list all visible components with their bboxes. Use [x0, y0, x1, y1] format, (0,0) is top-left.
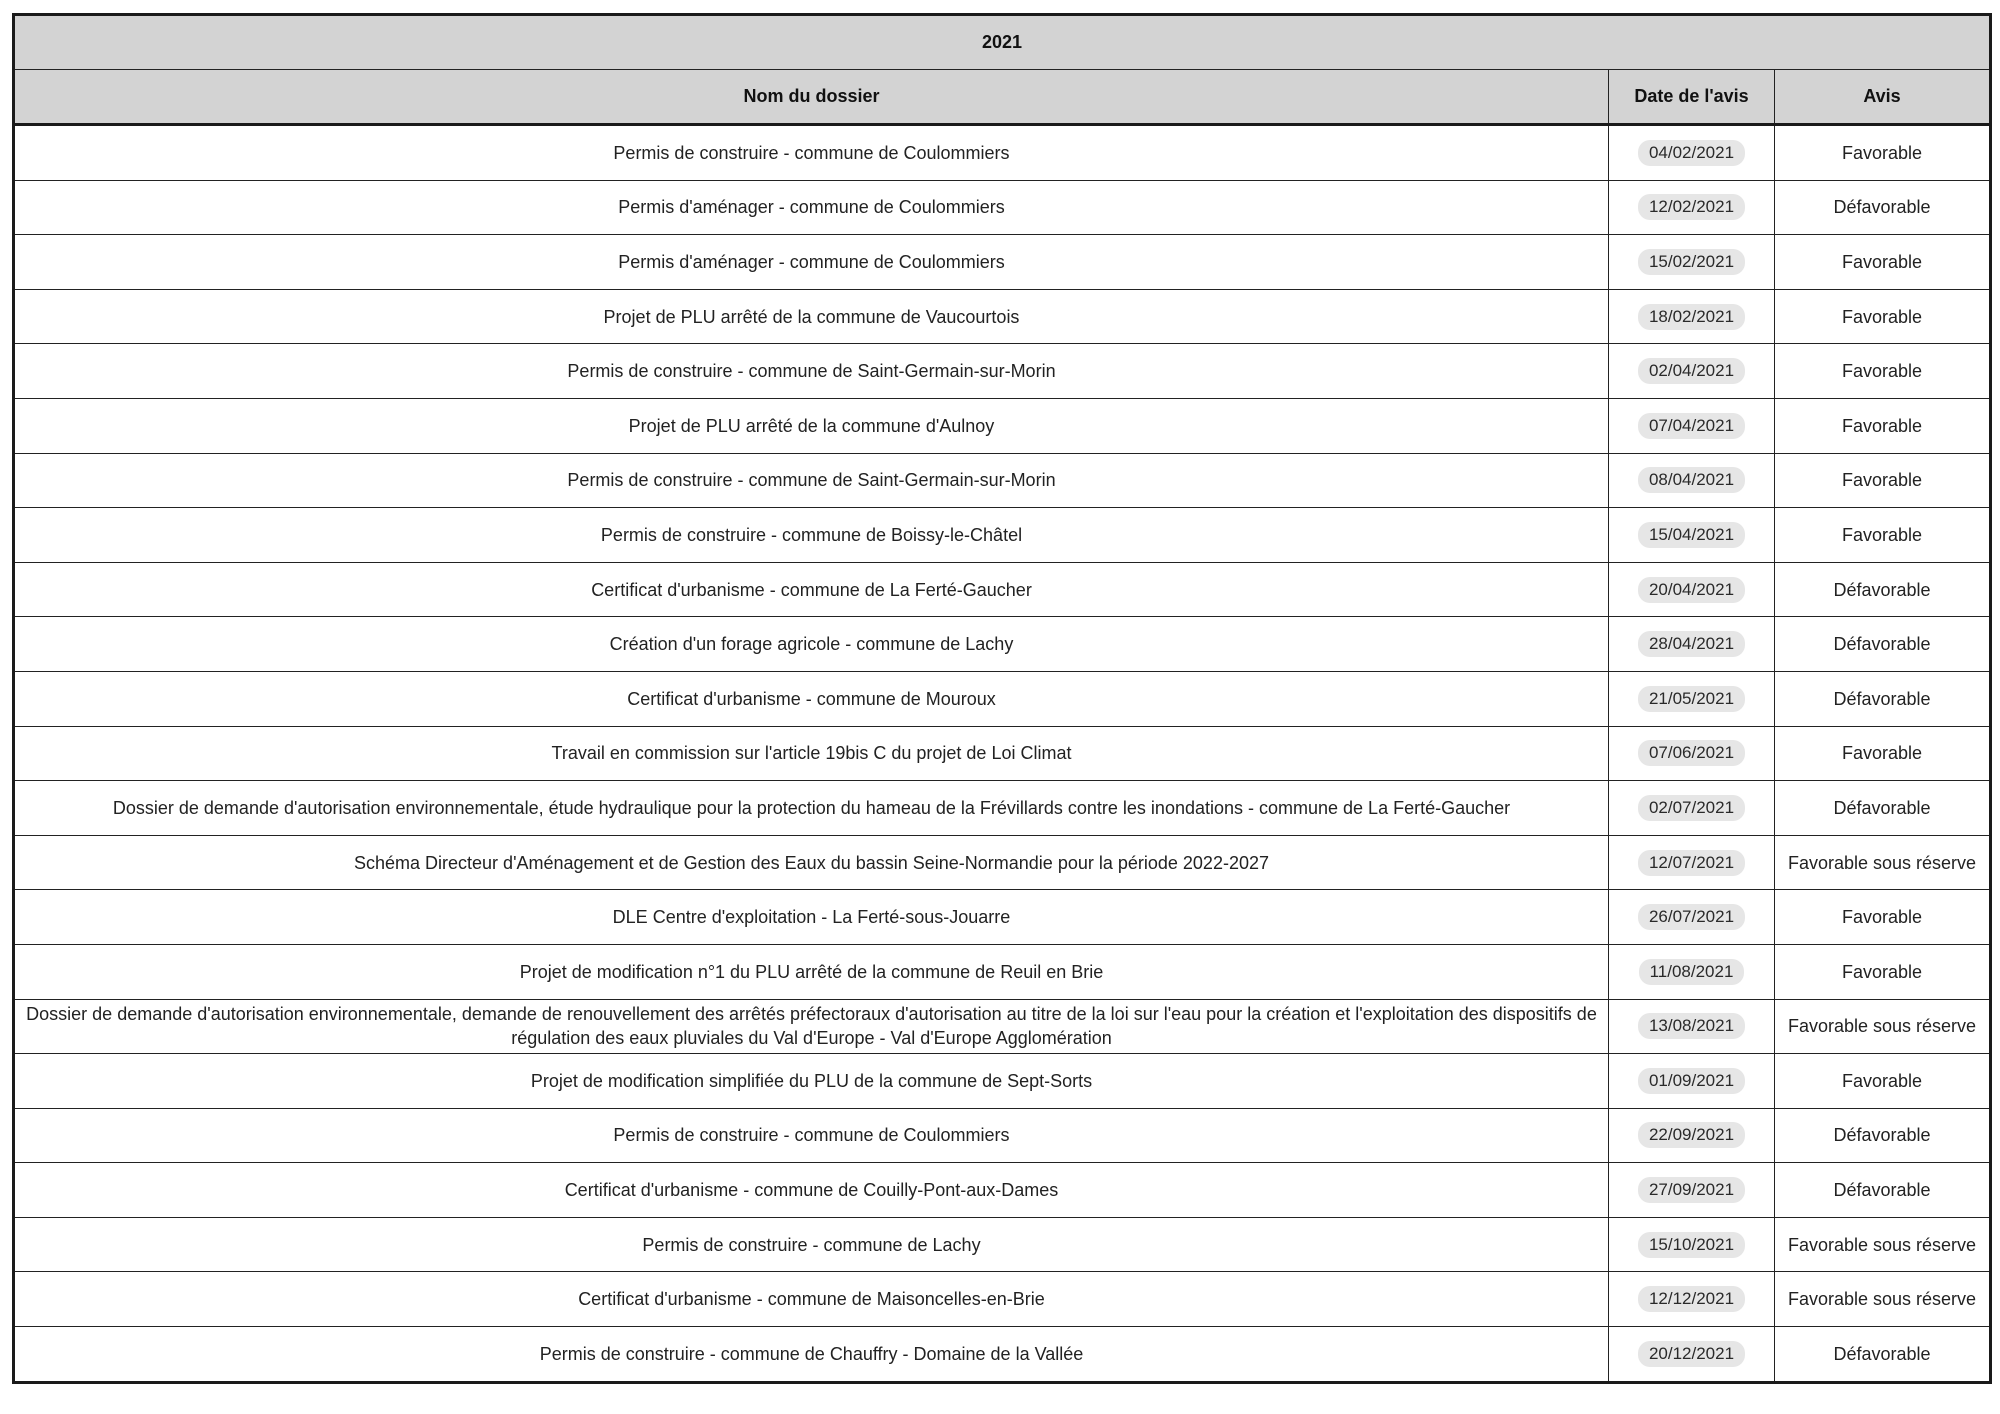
date-badge: 15/10/2021 — [1638, 1232, 1745, 1258]
date-badge: 12/02/2021 — [1638, 194, 1745, 220]
date-cell — [1609, 180, 1775, 235]
dossier-name-cell: Schéma Directeur d'Aménagement et de Gestion des Eaux du bassin Seine-Normandie pour la période 2022-2027 — [14, 835, 1609, 890]
date-badge: 07/06/2021 — [1638, 740, 1745, 766]
date-badge: 26/07/2021 — [1638, 904, 1745, 930]
table-row — [14, 1327, 1991, 1383]
date-cell — [1609, 781, 1775, 836]
date-badge: 15/02/2021 — [1638, 249, 1745, 275]
table-body — [14, 125, 1991, 1383]
date-cell — [1609, 453, 1775, 508]
dossier-name-cell: Permis de construire - commune de Coulommiers — [14, 125, 1609, 181]
table-row — [14, 180, 1991, 235]
date-cell — [1609, 726, 1775, 781]
date-badge: 08/04/2021 — [1638, 467, 1745, 493]
date-badge: 07/04/2021 — [1638, 413, 1745, 439]
date-cell — [1609, 1163, 1775, 1218]
table-row — [14, 999, 1991, 1054]
avis-cell: Défavorable — [1775, 180, 1991, 235]
date-badge: 12/07/2021 — [1638, 850, 1745, 876]
table-row — [14, 781, 1991, 836]
year-header-row — [14, 15, 1991, 70]
date-cell — [1609, 617, 1775, 672]
avis-cell: Favorable sous réserve — [1775, 1217, 1991, 1272]
table-row — [14, 235, 1991, 290]
date-cell — [1609, 1217, 1775, 1272]
date-cell — [1609, 289, 1775, 344]
table-row — [14, 453, 1991, 508]
date-cell — [1609, 344, 1775, 399]
dossier-name-cell: Permis d'aménager - commune de Coulommiers — [14, 235, 1609, 290]
avis-cell: Favorable — [1775, 398, 1991, 453]
date-cell — [1609, 999, 1775, 1054]
dossier-name-cell: Permis d'aménager - commune de Coulommiers — [14, 180, 1609, 235]
dossier-name-cell: Dossier de demande d'autorisation environnementale, demande de renouvellement des arrêtés préfectoraux d'autorisation au titre de la loi sur l'eau pour la création et l'exploitation des dispositifs de régulation des eaux pluviales du Val d'Europe - Val d'Europe Agglomération — [14, 999, 1609, 1054]
dossier-name-cell: Permis de construire - commune de Saint-Germain-sur-Morin — [14, 344, 1609, 399]
table-row — [14, 1272, 1991, 1327]
date-badge: 04/02/2021 — [1638, 140, 1745, 166]
avis-cell: Favorable sous réserve — [1775, 835, 1991, 890]
date-cell — [1609, 1327, 1775, 1383]
column-header-name: Nom du dossier — [14, 70, 1609, 125]
date-badge: 15/04/2021 — [1638, 522, 1745, 548]
avis-cell: Favorable — [1775, 890, 1991, 945]
avis-cell: Défavorable — [1775, 671, 1991, 726]
date-cell — [1609, 398, 1775, 453]
avis-cell: Défavorable — [1775, 781, 1991, 836]
dossier-name-cell: Certificat d'urbanisme - commune de Couilly-Pont-aux-Dames — [14, 1163, 1609, 1218]
avis-cell: Favorable — [1775, 944, 1991, 999]
column-header-avis: Avis — [1775, 70, 1991, 125]
table-row — [14, 944, 1991, 999]
dossier-name-cell: Dossier de demande d'autorisation environnementale, étude hydraulique pour la protection du hameau de la Frévillards contre les inondations - commune de La Ferté-Gaucher — [14, 781, 1609, 836]
dossier-name-cell: Projet de PLU arrêté de la commune de Vaucourtois — [14, 289, 1609, 344]
avis-cell: Favorable — [1775, 344, 1991, 399]
table-row — [14, 890, 1991, 945]
date-badge: 11/08/2021 — [1639, 959, 1745, 985]
date-cell — [1609, 235, 1775, 290]
date-cell — [1609, 125, 1775, 181]
table-row — [14, 344, 1991, 399]
avis-cell: Défavorable — [1775, 1163, 1991, 1218]
year-heading: 2021 — [14, 15, 1991, 70]
date-badge: 27/09/2021 — [1638, 1177, 1745, 1203]
date-badge: 02/07/2021 — [1638, 795, 1745, 821]
dossier-name-cell: DLE Centre d'exploitation - La Ferté-sous-Jouarre — [14, 890, 1609, 945]
dossier-name-cell: Permis de construire - commune de Saint-Germain-sur-Morin — [14, 453, 1609, 508]
table-row — [14, 1163, 1991, 1218]
date-badge: 12/12/2021 — [1638, 1286, 1745, 1312]
dossier-name-cell: Permis de construire - commune de Chauffry - Domaine de la Vallée — [14, 1327, 1609, 1383]
table-row — [14, 508, 1991, 563]
table-row — [14, 1108, 1991, 1163]
table-row — [14, 125, 1991, 181]
date-badge: 01/09/2021 — [1638, 1068, 1745, 1094]
avis-cell: Favorable — [1775, 453, 1991, 508]
table-row — [14, 289, 1991, 344]
avis-table — [12, 13, 1992, 1384]
date-cell — [1609, 671, 1775, 726]
date-cell — [1609, 1108, 1775, 1163]
table-row — [14, 398, 1991, 453]
avis-cell: Favorable — [1775, 235, 1991, 290]
date-badge: 20/12/2021 — [1638, 1341, 1745, 1367]
avis-cell: Défavorable — [1775, 1108, 1991, 1163]
dossier-name-cell: Projet de modification simplifiée du PLU de la commune de Sept-Sorts — [14, 1054, 1609, 1109]
table-row — [14, 617, 1991, 672]
date-cell — [1609, 508, 1775, 563]
avis-cell: Favorable — [1775, 125, 1991, 181]
table-row — [14, 671, 1991, 726]
table-row — [14, 1054, 1991, 1109]
date-badge: 02/04/2021 — [1638, 358, 1745, 384]
date-badge: 13/08/2021 — [1638, 1013, 1745, 1039]
dossier-name-cell: Travail en commission sur l'article 19bis C du projet de Loi Climat — [14, 726, 1609, 781]
date-cell — [1609, 562, 1775, 617]
avis-cell: Défavorable — [1775, 617, 1991, 672]
avis-cell: Favorable — [1775, 508, 1991, 563]
table-row — [14, 835, 1991, 890]
dossier-name-cell: Certificat d'urbanisme - commune de La Ferté-Gaucher — [14, 562, 1609, 617]
column-header-row — [14, 70, 1991, 125]
column-header-date: Date de l'avis — [1609, 70, 1775, 125]
dossier-name-cell: Certificat d'urbanisme - commune de Maisoncelles-en-Brie — [14, 1272, 1609, 1327]
avis-cell: Favorable — [1775, 726, 1991, 781]
avis-cell: Favorable — [1775, 1054, 1991, 1109]
date-cell — [1609, 1054, 1775, 1109]
avis-cell: Favorable — [1775, 289, 1991, 344]
date-badge: 18/02/2021 — [1638, 304, 1745, 330]
date-cell — [1609, 835, 1775, 890]
date-badge: 20/04/2021 — [1638, 577, 1745, 603]
avis-cell: Défavorable — [1775, 1327, 1991, 1383]
avis-cell: Favorable sous réserve — [1775, 999, 1991, 1054]
dossier-name-cell: Permis de construire - commune de Lachy — [14, 1217, 1609, 1272]
date-cell — [1609, 944, 1775, 999]
date-cell — [1609, 890, 1775, 945]
dossier-name-cell: Projet de modification n°1 du PLU arrêté de la commune de Reuil en Brie — [14, 944, 1609, 999]
dossier-name-cell: Projet de PLU arrêté de la commune d'Aulnoy — [14, 398, 1609, 453]
date-badge: 21/05/2021 — [1638, 686, 1745, 712]
date-badge: 22/09/2021 — [1638, 1122, 1745, 1148]
avis-cell: Défavorable — [1775, 562, 1991, 617]
avis-table-container — [12, 13, 1989, 1384]
table-row — [14, 562, 1991, 617]
date-cell — [1609, 1272, 1775, 1327]
dossier-name-cell: Création d'un forage agricole - commune de Lachy — [14, 617, 1609, 672]
dossier-name-cell: Certificat d'urbanisme - commune de Mouroux — [14, 671, 1609, 726]
dossier-name-cell: Permis de construire - commune de Boissy-le-Châtel — [14, 508, 1609, 563]
date-badge: 28/04/2021 — [1638, 631, 1745, 657]
dossier-name-cell: Permis de construire - commune de Coulommiers — [14, 1108, 1609, 1163]
avis-cell: Favorable sous réserve — [1775, 1272, 1991, 1327]
table-row — [14, 1217, 1991, 1272]
table-row — [14, 726, 1991, 781]
